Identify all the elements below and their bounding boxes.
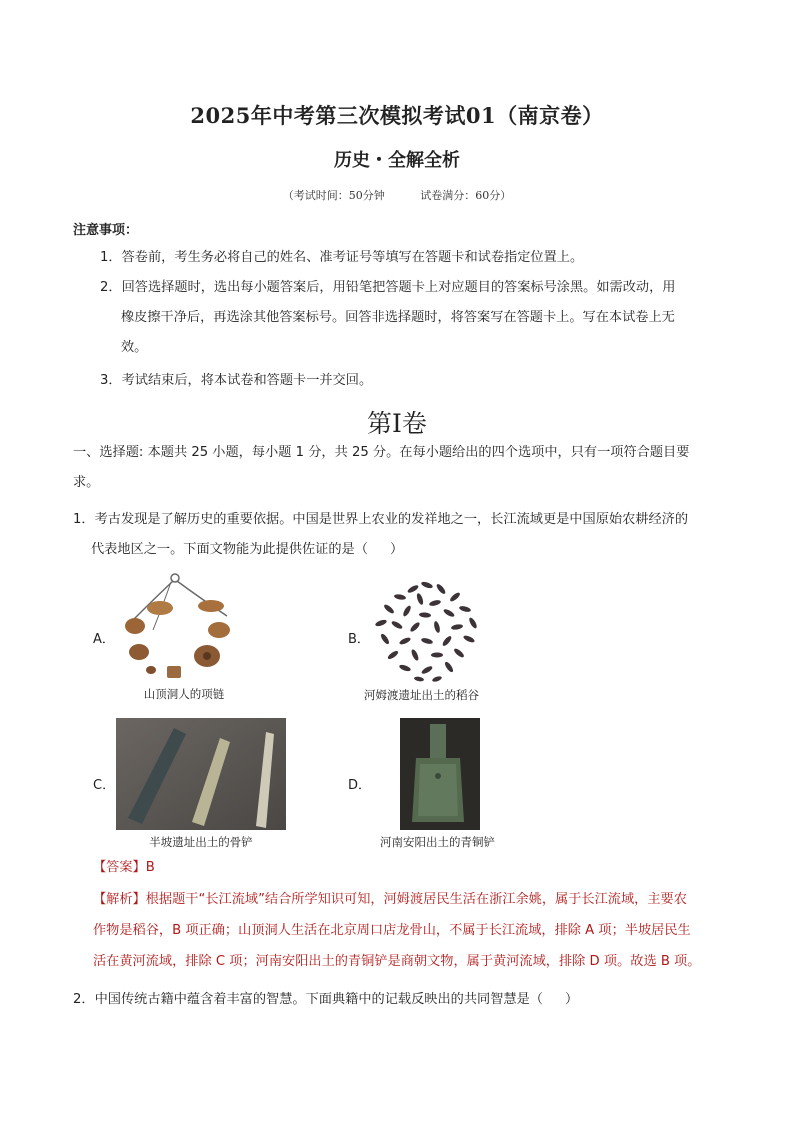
- bronze-shovel-image-icon: [370, 718, 505, 830]
- option-b-letter: B．: [348, 632, 370, 647]
- q1-analysis-line-3: 活在黄河流域，排除 C 项；河南安阳出土的青铜铲是商朝文物，属于黄河流域，排除 D 项。故选 B 项。: [93, 954, 701, 969]
- part1-intro: [73, 438, 725, 498]
- question-2: 2．中国传统古籍中蕴含着丰富的智慧。下面典籍中的记载反映出的共同智慧是（ ）: [73, 992, 579, 1007]
- question-1-line-1: 1．考古发现是了解历史的重要依据。中国是世界上农业的发祥地之一，长江流域更是中国原始农耕经济的: [73, 512, 689, 527]
- notice-item-2-line-3: 效。: [121, 340, 148, 355]
- option-d-letter: D．: [348, 778, 372, 793]
- exam-time: （考试时间：50分钟: [282, 189, 385, 202]
- q1-analysis-line-2: 作物是稻谷，B 项正确；山顶洞人生活在北京周口店龙骨山，不属于长江流域，排除 A 项；半坡居民生: [93, 923, 691, 938]
- notice-item-2-line-2: 橡皮擦干净后，再选涂其他答案标号。回答非选择题时，将答案写在答题卡上。写在本试卷上无: [121, 310, 675, 325]
- part1-intro-line-2: 求。: [73, 475, 100, 490]
- q1-analysis-line-1: 【解析】根据题干“长江流域”结合所学知识可知，河姆渡居民生活在浙江余姚，属于长江流域，主要农: [93, 892, 687, 907]
- option-a-caption: 山顶洞人的项链: [143, 687, 225, 701]
- notice-heading: 注意事项：: [73, 223, 139, 238]
- option-c-caption: 半坡遗址出土的骨铲: [149, 835, 253, 849]
- option-c-figure: [116, 718, 286, 849]
- question-1-line-2: 代表地区之一。下面文物能为此提供佐证的是（ ）: [91, 542, 404, 557]
- option-b-caption: 河姆渡遗址出土的稻谷: [364, 688, 479, 702]
- page-title: 2025年中考第三次模拟考试01（南京卷）: [190, 103, 604, 128]
- q1-answer: 【答案】B: [93, 860, 155, 875]
- option-b-figure: [365, 575, 490, 705]
- option-d-figure: [370, 718, 505, 849]
- part1-intro-line-1: 一、选择题: 本题共 25 小题，每小题 1 分，共 25 分。在每小题给出的四个选项中，只有一项符合题目要: [73, 445, 690, 460]
- exam-score: 试卷满分：60分）: [420, 189, 512, 202]
- page-subtitle: 历史・全解全析: [334, 150, 460, 171]
- notice-item-2: [100, 273, 725, 363]
- option-d-caption: 河南安阳出土的青铜铲: [380, 835, 495, 849]
- notice-item-1: 1．答卷前，考生务必将自己的姓名、准考证号等填写在答题卡和试卷指定位置上。: [100, 250, 584, 265]
- notice-item-3: 3．考试结束后，将本试卷和答题卡一并交回。: [100, 373, 373, 388]
- notice-item-2-line-1: 2．回答选择题时，选出每小题答案后，用铅笔把答题卡上对应题目的答案标号涂黑。如需改动，用: [100, 280, 676, 295]
- option-a-figure: [115, 570, 253, 705]
- necklace-image-icon: [115, 570, 253, 682]
- option-a-letter: A．: [93, 632, 115, 647]
- exam-meta: [0, 187, 794, 203]
- section-title: 第Ⅰ卷: [367, 409, 427, 438]
- rice-grains-image-icon: [365, 575, 490, 683]
- question-1: [73, 505, 725, 565]
- option-c-letter: C．: [93, 778, 116, 793]
- bone-shovel-image-icon: [116, 718, 286, 830]
- q1-analysis: [93, 884, 725, 977]
